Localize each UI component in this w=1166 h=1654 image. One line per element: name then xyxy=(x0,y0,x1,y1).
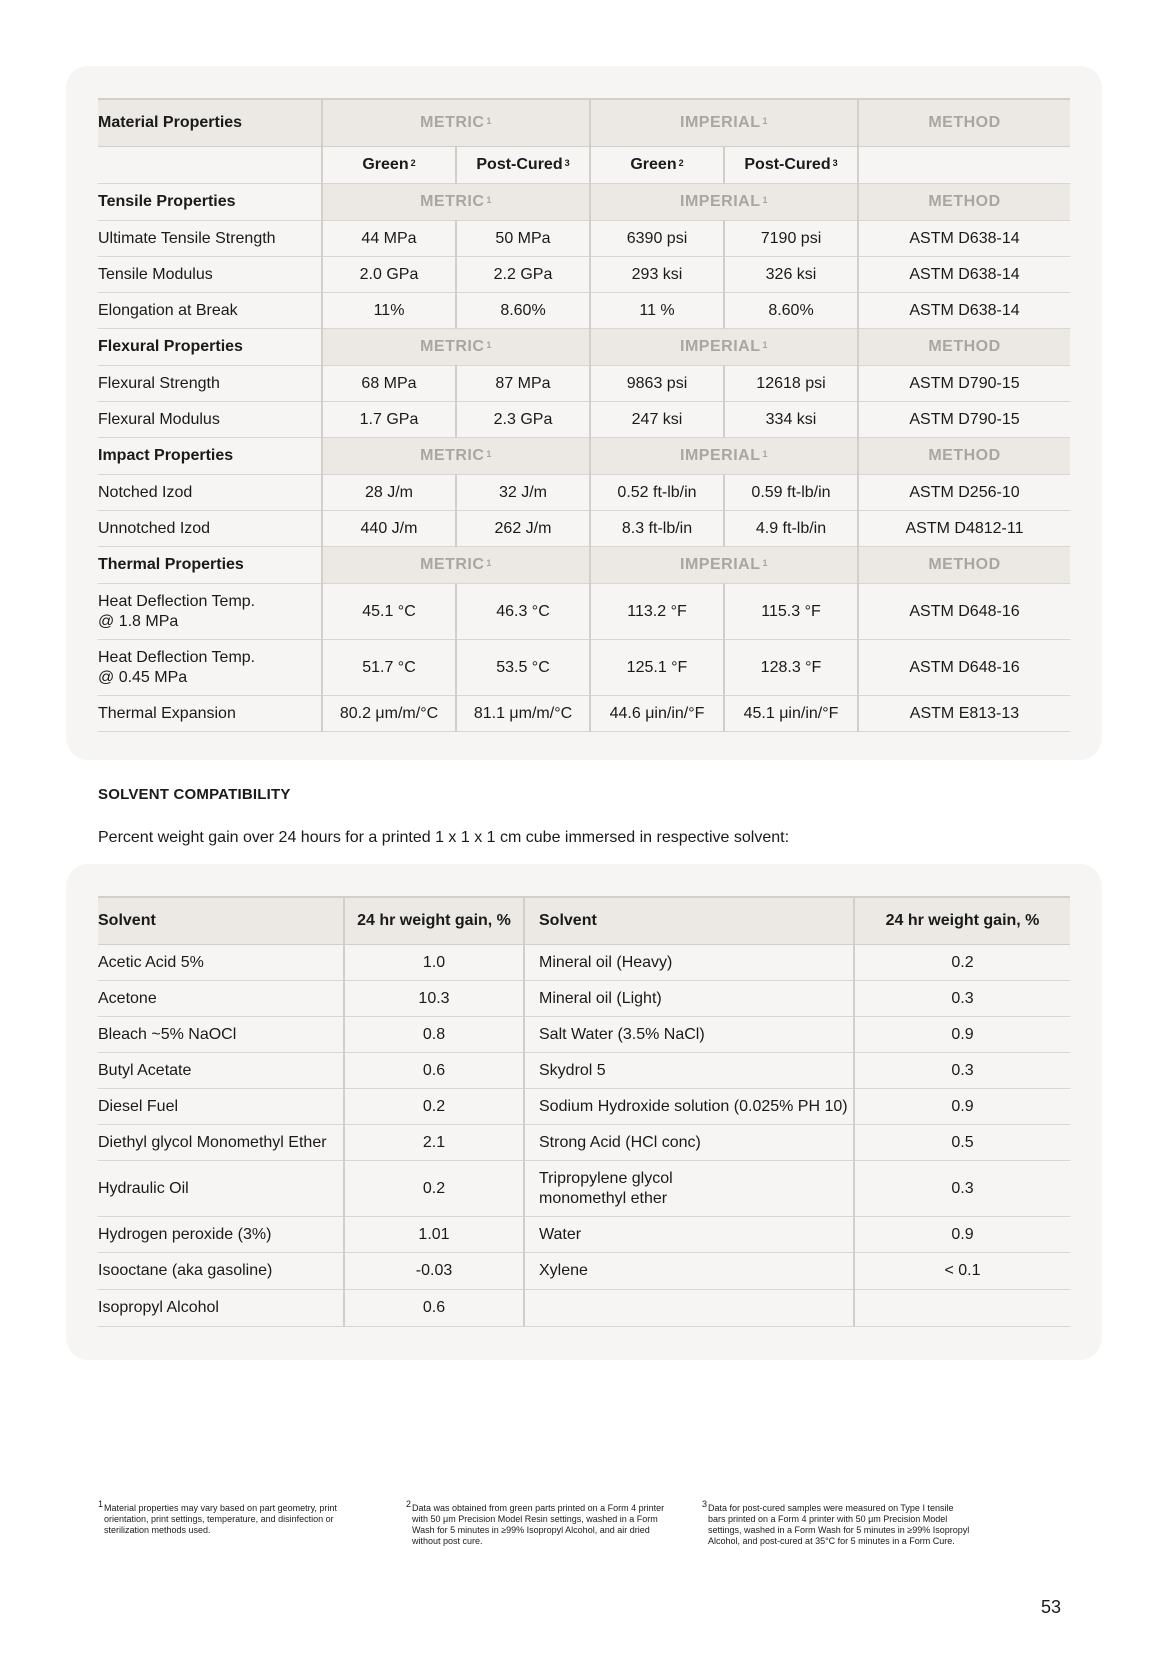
imperial-header: IMPERIAL $^1$ xyxy=(590,184,858,221)
section-header-row xyxy=(98,184,1070,221)
property-name: Heat Deflection Temp. @ 0.45 MPa xyxy=(98,640,322,696)
imperial-header: IMPERIAL $^1$ xyxy=(590,547,858,584)
imperial-header: IMPERIAL $^1$ xyxy=(590,438,858,475)
solvent-row xyxy=(98,1161,1070,1217)
property-value: 87 MPa xyxy=(456,366,590,402)
weight-gain-value: 2.1 xyxy=(344,1125,524,1161)
property-name: Flexural Modulus xyxy=(98,402,322,438)
metric-post-cured-header: Post-Cured $^3$ xyxy=(456,147,590,184)
property-name: Unnotched Izod xyxy=(98,511,322,547)
metric-header: METRIC $^1$ xyxy=(322,329,590,366)
solvent-name: Salt Water (3.5% NaCl) xyxy=(524,1017,854,1053)
solvent-name: Tripropylene glycol monomethyl ether xyxy=(524,1161,854,1217)
page-number: 53 xyxy=(1041,1597,1062,1617)
property-value: 53.5 °C xyxy=(456,640,590,696)
property-value: 12618 psi xyxy=(724,366,858,402)
solvent-compatibility-heading: SOLVENT COMPATIBILITY xyxy=(98,786,291,803)
solvent-row xyxy=(98,945,1070,981)
metric-green-header: Green $^2$ xyxy=(322,147,456,184)
property-name: Elongation at Break xyxy=(98,293,322,329)
weight-gain-value: 0.8 xyxy=(344,1017,524,1053)
property-name: Ultimate Tensile Strength xyxy=(98,221,322,257)
imperial-green-header: Green $^2$ xyxy=(590,147,724,184)
test-method: ASTM D648-16 xyxy=(858,584,1070,640)
property-value: 50 MPa xyxy=(456,221,590,257)
solvent-row xyxy=(98,1217,1070,1253)
weight-gain-value: 1.01 xyxy=(344,1217,524,1253)
weight-gain-value: 0.6 xyxy=(344,1290,524,1327)
weight-gain-value: 0.3 xyxy=(854,1053,1070,1089)
property-name: Thermal Expansion xyxy=(98,696,322,732)
table-row xyxy=(98,402,1070,438)
section-header-row xyxy=(98,547,1070,584)
solvent-name: Hydraulic Oil xyxy=(98,1161,344,1217)
property-value: 0.59 ft-lb/in xyxy=(724,475,858,511)
imperial-header: IMPERIAL $^1$ xyxy=(590,99,858,147)
weight-gain-value: 0.9 xyxy=(854,1217,1070,1253)
table-row xyxy=(98,584,1070,640)
metric-header: METRIC $^1$ xyxy=(322,184,590,221)
table-row xyxy=(98,640,1070,696)
test-method: ASTM D648-16 xyxy=(858,640,1070,696)
property-value: 128.3 °F xyxy=(724,640,858,696)
weight-gain-value: 0.9 xyxy=(854,1017,1070,1053)
table-row xyxy=(98,511,1070,547)
weight-gain-value: 0.2 xyxy=(344,1161,524,1217)
solvent-row xyxy=(98,1290,1070,1327)
weight-gain-value: 0.3 xyxy=(854,1161,1070,1217)
table-row xyxy=(98,696,1070,732)
solvent-name: Acetic Acid 5% xyxy=(98,945,344,981)
section-header-row xyxy=(98,438,1070,475)
property-value: 115.3 °F xyxy=(724,584,858,640)
property-value: 326 ksi xyxy=(724,257,858,293)
section-title: Flexural Properties xyxy=(98,329,322,366)
test-method: ASTM D256-10 xyxy=(858,475,1070,511)
property-value: 8.60% xyxy=(724,293,858,329)
property-value: 8.3 ft-lb/in xyxy=(590,511,724,547)
property-name: Tensile Modulus xyxy=(98,257,322,293)
solvent-name: Diethyl glycol Monomethyl Ether xyxy=(98,1125,344,1161)
property-value: 28 J/m xyxy=(322,475,456,511)
footnote-number: 2 xyxy=(406,1499,412,1509)
property-value: 80.2 μm/m/°C xyxy=(322,696,456,732)
weight-gain-value: 0.5 xyxy=(854,1125,1070,1161)
property-value: 247 ksi xyxy=(590,402,724,438)
property-value: 1.7 GPa xyxy=(322,402,456,438)
weight-gain-column-header: 24 hr weight gain, % xyxy=(854,897,1070,945)
metric-header: METRIC $^1$ xyxy=(322,438,590,475)
property-name: Notched Izod xyxy=(98,475,322,511)
solvent-row xyxy=(98,1253,1070,1290)
footnote-3 xyxy=(702,1499,970,1547)
footnote-text: Material properties may vary based on part geometry, print orientation, print settings, temperature, and disinfection or sterilization methods used. xyxy=(104,1503,337,1535)
footnote-2 xyxy=(406,1499,674,1547)
solvent-name: Bleach ~5% NaOCl xyxy=(98,1017,344,1053)
property-value: 6390 psi xyxy=(590,221,724,257)
material-properties-table xyxy=(98,98,1070,732)
solvent-name: Mineral oil (Heavy) xyxy=(524,945,854,981)
weight-gain-value: 0.2 xyxy=(854,945,1070,981)
property-value: 440 J/m xyxy=(322,511,456,547)
weight-gain-value: -0.03 xyxy=(344,1253,524,1290)
property-value: 4.9 ft-lb/in xyxy=(724,511,858,547)
solvent-compatibility-panel xyxy=(66,864,1102,1360)
method-header: METHOD xyxy=(858,547,1070,584)
solvent-name xyxy=(524,1290,854,1327)
weight-gain-column-header: 24 hr weight gain, % xyxy=(344,897,524,945)
property-name: Heat Deflection Temp. @ 1.8 MPa xyxy=(98,584,322,640)
property-value: 45.1 μin/in/°F xyxy=(724,696,858,732)
table-row xyxy=(98,293,1070,329)
solvent-compatibility-table xyxy=(98,896,1070,1327)
property-value: 32 J/m xyxy=(456,475,590,511)
weight-gain-value: 0.9 xyxy=(854,1089,1070,1125)
solvent-name: Isopropyl Alcohol xyxy=(98,1290,344,1327)
solvent-name: Water xyxy=(524,1217,854,1253)
weight-gain-value: 1.0 xyxy=(344,945,524,981)
solvent-row xyxy=(98,1017,1070,1053)
solvent-column-header: Solvent xyxy=(524,897,854,945)
table-row xyxy=(98,366,1070,402)
test-method: ASTM D790-15 xyxy=(858,366,1070,402)
weight-gain-value: 0.3 xyxy=(854,981,1070,1017)
table-row xyxy=(98,257,1070,293)
property-value: 45.1 °C xyxy=(322,584,456,640)
solvent-row xyxy=(98,981,1070,1017)
property-value: 293 ksi xyxy=(590,257,724,293)
property-name: Flexural Strength xyxy=(98,366,322,402)
section-title: Tensile Properties xyxy=(98,184,322,221)
test-method: ASTM D638-14 xyxy=(858,257,1070,293)
method-header: METHOD xyxy=(858,99,1070,147)
weight-gain-value: 0.6 xyxy=(344,1053,524,1089)
property-value: 81.1 μm/m/°C xyxy=(456,696,590,732)
property-value: 113.2 °F xyxy=(590,584,724,640)
property-value: 8.60% xyxy=(456,293,590,329)
footnote-number: 1 xyxy=(98,1499,104,1509)
metric-header: METRIC $^1$ xyxy=(322,547,590,584)
property-value: 125.1 °F xyxy=(590,640,724,696)
imperial-post-cured-header: Post-Cured $^3$ xyxy=(724,147,858,184)
property-value: 46.3 °C xyxy=(456,584,590,640)
solvent-name: Acetone xyxy=(98,981,344,1017)
test-method: ASTM D638-14 xyxy=(858,221,1070,257)
property-value: 7190 psi xyxy=(724,221,858,257)
solvent-name: Xylene xyxy=(524,1253,854,1290)
property-value: 262 J/m xyxy=(456,511,590,547)
solvent-header-row xyxy=(98,897,1070,945)
property-value: 9863 psi xyxy=(590,366,724,402)
solvent-name: Diesel Fuel xyxy=(98,1089,344,1125)
solvent-name: Strong Acid (HCl conc) xyxy=(524,1125,854,1161)
footnote-1 xyxy=(98,1499,366,1536)
table-subheader-row xyxy=(98,147,1070,184)
property-value: 2.2 GPa xyxy=(456,257,590,293)
solvent-name: Butyl Acetate xyxy=(98,1053,344,1089)
section-header-row xyxy=(98,329,1070,366)
solvent-row xyxy=(98,1053,1070,1089)
test-method: ASTM E813-13 xyxy=(858,696,1070,732)
method-header: METHOD xyxy=(858,329,1070,366)
solvent-name: Hydrogen peroxide (3%) xyxy=(98,1217,344,1253)
property-value: 11 % xyxy=(590,293,724,329)
table-row xyxy=(98,221,1070,257)
property-value: 0.52 ft-lb/in xyxy=(590,475,724,511)
material-properties-panel xyxy=(66,66,1102,760)
weight-gain-value: 0.2 xyxy=(344,1089,524,1125)
property-value: 2.0 GPa xyxy=(322,257,456,293)
method-header: METHOD xyxy=(858,184,1070,221)
weight-gain-value: < 0.1 xyxy=(854,1253,1070,1290)
section-title: Impact Properties xyxy=(98,438,322,475)
property-value: 2.3 GPa xyxy=(456,402,590,438)
section-title: Thermal Properties xyxy=(98,547,322,584)
solvent-row xyxy=(98,1125,1070,1161)
footnote-text: Data for post-cured samples were measured on Type I tensile bars printed on a Form 4 printer with 50 μm Precision Model settings, washed in a Form Wash for 5 minutes in ≥99% Isopropyl Alcohol, and post-cured at 35°C for 5 minutes in a Form Cure. xyxy=(708,1503,970,1546)
property-value: 51.7 °C xyxy=(322,640,456,696)
property-value: 68 MPa xyxy=(322,366,456,402)
imperial-header: IMPERIAL $^1$ xyxy=(590,329,858,366)
property-value: 334 ksi xyxy=(724,402,858,438)
weight-gain-value: 10.3 xyxy=(344,981,524,1017)
method-header: METHOD xyxy=(858,438,1070,475)
test-method: ASTM D638-14 xyxy=(858,293,1070,329)
solvent-name: Sodium Hydroxide solution (0.025% PH 10) xyxy=(524,1089,854,1125)
footnote-number: 3 xyxy=(702,1499,708,1509)
weight-gain-value xyxy=(854,1290,1070,1327)
table-row xyxy=(98,475,1070,511)
solvent-column-header: Solvent xyxy=(98,897,344,945)
footnote-text: Data was obtained from green parts printed on a Form 4 printer with 50 μm Precision Model Resin settings, washed in a Form Wash for 5 minutes in ≥99% Isopropyl Alcohol, and air dried without post cure. xyxy=(412,1503,665,1546)
solvent-row xyxy=(98,1089,1070,1125)
test-method: ASTM D790-15 xyxy=(858,402,1070,438)
solvent-name: Skydrol 5 xyxy=(524,1053,854,1089)
solvent-intro-text: Percent weight gain over 24 hours for a printed 1 x 1 x 1 cm cube immersed in respective solvent: xyxy=(98,829,790,846)
solvent-name: Mineral oil (Light) xyxy=(524,981,854,1017)
property-value: 11% xyxy=(322,293,456,329)
solvent-name: Isooctane (aka gasoline) xyxy=(98,1253,344,1290)
property-value: 44 MPa xyxy=(322,221,456,257)
property-value: 44.6 μin/in/°F xyxy=(590,696,724,732)
material-properties-title: Material Properties xyxy=(98,99,322,147)
table-header-row xyxy=(98,99,1070,147)
metric-header: METRIC $^1$ xyxy=(322,99,590,147)
test-method: ASTM D4812-11 xyxy=(858,511,1070,547)
